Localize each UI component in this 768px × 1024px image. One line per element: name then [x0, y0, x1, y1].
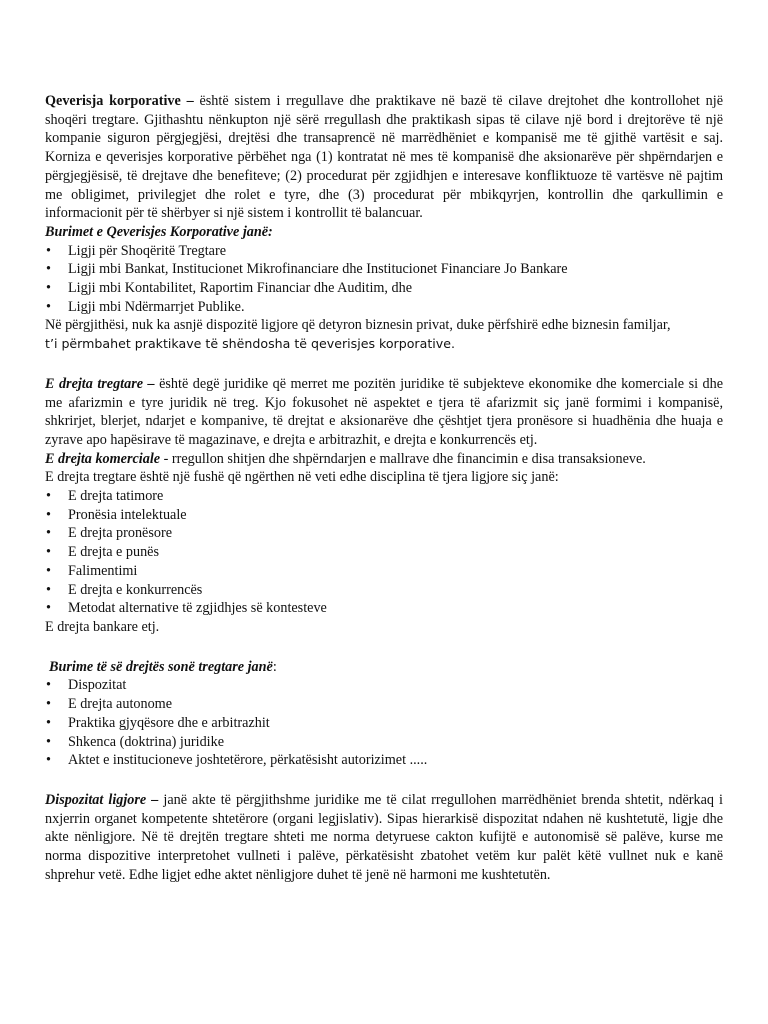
- spacer: [45, 354, 723, 375]
- spacer: [45, 637, 723, 658]
- bullet-icon: •: [46, 581, 51, 598]
- bullet-icon: •: [46, 525, 51, 542]
- governance-sources-list: [45, 242, 723, 317]
- bullet-icon: •: [46, 733, 51, 750]
- bullet-icon: •: [46, 752, 51, 769]
- list-item: • Shkenca (doktrina) juridike: [46, 733, 225, 750]
- list-item: • Ligji mbi Ndërmarrjet Publike.: [46, 298, 245, 315]
- commercial-law-term: E drejta tregtare –: [45, 375, 155, 392]
- list-item: • E drejta tatimore: [46, 488, 164, 505]
- legal-provisions-paragraph: [45, 791, 723, 885]
- legal-provisions-text: janë akte të përgjithshme juridike me të cilat rregullohen marrëdhëniet brenda shtetit, ndërkaq i nxjerrin organet kompetente shtetërore (organi legjislativ). Sipas hierarkisë dispozitat ndahen në kushtetutë, ligje dhe akte nënligjore. Në të drejtën tregtare shteti me norma detyruese cakton kufijtë e autonomisë së palëve, kurse me norma dispozitive interpretohet vullneti i palëve, përkatësisht zbatohet vetëm kur palët këtë vullnet nuk e kanë shprehur vetë. Edhe ligjet edhe aktet nënligjore duhet të jenë në harmoni me kushtetutën.: [45, 791, 723, 883]
- bullet-icon: •: [46, 677, 51, 694]
- disciplines-list: [45, 487, 723, 618]
- bullet-icon: •: [46, 280, 51, 297]
- list-item: • Ligji mbi Kontabilitet, Raportim Financiar dhe Auditim, dhe: [46, 280, 412, 297]
- list-item: • E drejta pronësore: [46, 525, 172, 542]
- list-item: • Praktika gjyqësore dhe e arbitrazhit: [46, 714, 270, 731]
- banking-law-line: E drejta bankare etj.: [45, 618, 160, 635]
- bullet-icon: •: [46, 261, 51, 278]
- document-page: [45, 92, 723, 884]
- bullet-icon: •: [46, 714, 51, 731]
- list-item: • Ligji mbi Bankat, Institucionet Mikrofinanciare dhe Institucionet Financiare Jo Bankare: [46, 261, 568, 278]
- bullet-icon: •: [46, 242, 51, 259]
- generally-line: Në përgjithësi, nuk ka asnjë dispozitë ligjore që detyron biznesin privat, duke përfshirë edhe biznesin familjar,: [45, 317, 671, 334]
- disciplines-intro: E drejta tregtare është një fushë që ngërthen në veti edhe disciplina të tjera ligjore siç janë:: [45, 469, 559, 486]
- corporate-governance-term: Qeverisja korporative –: [45, 93, 194, 109]
- bullet-icon: •: [46, 562, 51, 579]
- list-item: • Aktet e institucioneve joshtetërore, përkatësisht autorizimet .....: [46, 752, 428, 769]
- legal-provisions-term: Dispozitat ligjore –: [45, 791, 159, 808]
- governance-sources-heading: Burimet e Qeverisjes Korporative janë:: [45, 223, 273, 240]
- list-item: • E drejta e punës: [46, 544, 159, 561]
- list-item: • Pronësia intelektuale: [46, 506, 187, 523]
- bullet-icon: •: [46, 696, 51, 713]
- list-item: • Ligji për Shoqëritë Tregtare: [46, 242, 227, 259]
- bullet-icon: •: [46, 298, 51, 315]
- corporate-governance-paragraph: [45, 92, 723, 223]
- law-sources-list: [45, 676, 723, 770]
- bullet-icon: •: [46, 600, 51, 617]
- generally-line-continued: t’i përmbahet praktikave të shëndosha të qeverisjes korporative.: [45, 336, 455, 352]
- law-sources-heading: Burime të së drejtës sonë tregtare janë:: [49, 658, 277, 675]
- bullet-icon: •: [46, 544, 51, 561]
- commercial-law-text: është degë juridike që merret me pozitën juridike të subjekteve ekonomike dhe komerciale si dhe me afarizmin e tyre juridik në treg. Kjo fokusohet në aspektet e tjera të afarizmit siç janë formimi i kompanisë, shkrirjet, blerjet, ndarjet e kompanive, të drejtat e aksionarëve dhe çështjet tjera pronësore si huadhënia dhe huaja e zyrave apo hapësirave të magazinave, e drejta e arbitrazhit, e drejta e konkurrencës etj.: [45, 375, 724, 448]
- corporate-governance-text: është sistem i rregullave dhe praktikave në bazë të cilave drejtohet dhe kontrollohet një shoqëri tregtare. Gjithashtu nënkupton një sërë rregullash dhe praktikash sipas të cilave një bord i drejtorëve të një kompanie siguron përgjegjësi, drejtësi dhe transaprencë në marrëdhëniet e kompanisë me të gjithë vartësit e saj. Korniza e qeverisjes korporative përbëhet nga (1) kontratat në mes të kompanisë dhe aksionarëve për shpërndarjen e përgjegjësisë, të drejtave dhe benefiteve; (2) procedurat për zgjidhjen e interesave konfliktuoze të vartësve në pajtim me obligimet, privilegjet dhe rolet e tyre, dhe (3) procedurat për mbikqyrjen, kontrollin dhe qarkullimin e informacionit për të shërbyer si një sistem i kontrollit të balancuar.: [45, 93, 723, 222]
- bullet-icon: •: [46, 506, 51, 523]
- trade-law-term: E drejta komerciale: [45, 450, 161, 467]
- trade-law-paragraph: [45, 450, 723, 469]
- list-item: • E drejta e konkurrencës: [46, 581, 203, 598]
- list-item: • Dispozitat: [46, 677, 127, 694]
- spacer: [45, 770, 723, 791]
- bullet-icon: •: [46, 488, 51, 505]
- list-item: • Falimentimi: [46, 562, 138, 579]
- commercial-law-paragraph: [45, 375, 723, 450]
- trade-law-text: - rregullon shitjen dhe shpërndarjen e mallrave dhe financimin e disa transaksioneve.: [160, 450, 646, 467]
- list-item: • Metodat alternative të zgjidhjes së kontesteve: [46, 600, 327, 617]
- list-item: • E drejta autonome: [46, 696, 173, 713]
